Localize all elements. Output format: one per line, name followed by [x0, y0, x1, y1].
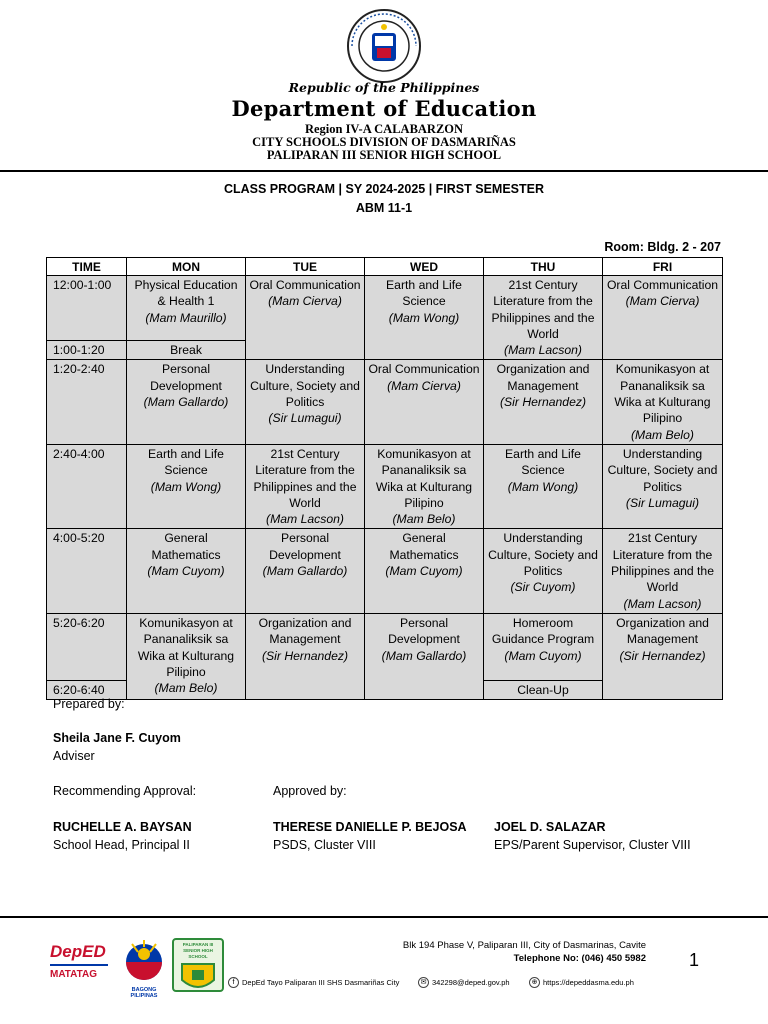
table-row	[47, 529, 723, 613]
time-cell: 5:20-6:20	[47, 613, 127, 680]
time-cell: 2:40-4:00	[47, 444, 127, 528]
prepared-by-label: Prepared by:	[53, 697, 125, 711]
teacher-label: (Mam Cierva)	[625, 294, 700, 309]
schedule-cell	[246, 529, 365, 613]
school-shield-emblem	[174, 960, 222, 996]
schedule-cell	[484, 444, 603, 528]
adviser-role: Adviser	[53, 749, 95, 763]
teacher-label: (Mam Gallardo)	[381, 648, 467, 663]
subject-label: Organization and Management	[616, 615, 709, 647]
subject-label: Komunikasyon at Pananaliksik sa Wika at Kulturang Pilipino	[375, 446, 473, 510]
subject-label: 21st Century Literature from the Philippines and the World	[611, 531, 714, 595]
subject-label: Oral Communication	[606, 278, 719, 292]
program-title: CLASS PROGRAM | SY 2024-2025 | FIRST SEMESTER	[223, 182, 545, 196]
schedule-cell	[365, 444, 484, 528]
teacher-label: (Mam Lacson)	[504, 343, 582, 358]
schedule-cell	[365, 276, 484, 360]
telephone-number: Telephone No: (046) 450 5982	[513, 953, 646, 964]
subject-label: General Mathematics	[389, 531, 459, 562]
teacher-label: (Mam Wong)	[388, 310, 460, 325]
subject-label: 21st Century Literature from the Philippines and the World	[253, 446, 357, 510]
header-wed: WED	[365, 258, 484, 276]
schedule-cell	[484, 276, 603, 360]
deped-logo-text: DepED	[50, 942, 106, 961]
eps-role: EPS/Parent Supervisor, Cluster VIII	[494, 838, 691, 852]
teacher-label: (Mam Cuyom)	[147, 564, 225, 579]
email-icon: ✉	[418, 977, 429, 988]
teacher-label: (Sir Hernandez)	[619, 648, 706, 663]
teacher-label: (Mam Belo)	[631, 427, 694, 442]
school-address: Blk 194 Phase V, Paliparan III, City of Dasmarinas, Cavite	[402, 940, 646, 951]
footer-divider	[0, 916, 768, 918]
teacher-label: (Mam Lacson)	[266, 512, 344, 527]
subject-label: Earth and Life Science	[386, 278, 462, 309]
schedule-cell	[603, 360, 723, 444]
email-contact[interactable]	[418, 977, 510, 988]
school-head-name: RUCHELLE A. BAYSAN	[53, 820, 192, 834]
logo-divider	[50, 964, 108, 966]
time-cell: 4:00-5:20	[47, 529, 127, 613]
bagong-pilipinas-text: BAGONG PILIPINAS	[130, 987, 158, 999]
page-number: 1	[689, 950, 700, 970]
header-fri: FRI	[603, 258, 723, 276]
school-logo	[172, 938, 224, 992]
teacher-label: (Mam Lacson)	[623, 596, 702, 611]
schedule-cell	[603, 276, 723, 360]
school-name: PALIPARAN III SENIOR HIGH SCHOOL	[266, 148, 502, 162]
eps-name: JOEL D. SALAZAR	[494, 820, 606, 834]
teacher-label: (Sir Cuyom)	[510, 580, 576, 595]
teacher-label: (Sir Lumagui)	[625, 495, 700, 510]
header-thu: THU	[484, 258, 603, 276]
subject-label: Oral Communication	[249, 278, 361, 292]
time-cell: 1:00-1:20	[47, 341, 127, 360]
schedule-cell	[365, 360, 484, 444]
subject-label: Personal Development	[269, 531, 341, 562]
footer-address-block	[403, 939, 646, 965]
facebook-contact[interactable]	[228, 977, 399, 988]
subject-label: Understanding Culture, Society and Politics	[250, 362, 360, 410]
division-line: CITY SCHOOLS DIVISION OF DASMARIÑAS	[252, 135, 516, 149]
subject-label: Earth and Life Science	[505, 446, 581, 478]
section-name: ABM 11-1	[355, 201, 413, 215]
school-head-role: School Head, Principal II	[53, 838, 190, 852]
schedule-cell	[484, 360, 603, 444]
globe-icon: ⊕	[529, 977, 540, 988]
class-schedule-table	[46, 257, 723, 700]
website-text: https://depeddasma.edu.ph	[543, 978, 634, 987]
schedule-cell	[246, 360, 365, 444]
recommending-approval-label: Recommending Approval:	[53, 784, 197, 798]
subject-label: Physical Education & Health 1	[134, 278, 238, 309]
schedule-cell	[484, 529, 603, 613]
room-label: Room: Bldg. 2 - 207	[604, 240, 721, 254]
subject-label: Oral Communication	[368, 362, 480, 377]
schedule-cell	[127, 444, 246, 528]
subject-label: 21st Century Literature from the Philippines and the World	[491, 278, 595, 341]
teacher-label: (Mam Gallardo)	[262, 564, 348, 579]
schedule-cell	[603, 613, 723, 699]
teacher-label: (Mam Wong)	[150, 479, 222, 494]
facebook-icon: f	[228, 977, 239, 988]
table-row	[47, 444, 723, 528]
schedule-cell	[246, 613, 365, 699]
break-cell: Break	[127, 341, 246, 360]
approved-by-label: Approved by:	[273, 784, 347, 798]
subject-label: Personal Development	[150, 362, 222, 393]
table-header-row	[47, 258, 723, 276]
email-text: 342298@deped.gov.ph	[432, 978, 510, 987]
psds-name: THERESE DANIELLE P. BEJOSA	[273, 820, 467, 834]
subject-label: Earth and Life Science	[148, 446, 224, 478]
adviser-name: Sheila Jane F. Cuyom	[53, 731, 181, 745]
subject-label: Homeroom Guidance Program	[491, 615, 595, 647]
psds-role: PSDS, Cluster VIII	[273, 838, 376, 852]
schedule-cell	[127, 276, 246, 341]
schedule-cell	[603, 444, 723, 528]
teacher-label: (Mam Cierva)	[387, 378, 461, 393]
time-cell: 12:00-1:00	[47, 276, 127, 341]
region-line: Region IV-A CALABARZON	[304, 122, 464, 136]
header-divider	[0, 170, 768, 172]
subject-label: Personal Development	[388, 615, 460, 647]
teacher-label: (Mam Cuyom)	[385, 564, 463, 579]
table-row	[47, 613, 723, 680]
department-name: Department of Education	[231, 96, 537, 121]
bagong-pilipinas-logo	[118, 938, 170, 999]
subject-label: Organization and Management	[496, 362, 590, 393]
subject-label: Understanding Culture, Society and Politics	[607, 446, 718, 494]
school-logo-text: PALIPARAN III SENIOR HIGH SCHOOL	[182, 942, 214, 959]
schedule-cell	[603, 529, 723, 613]
subject-label: Komunikasyon at Pananaliksik sa Wika at Kulturang Pilipino	[614, 362, 711, 426]
teacher-label: (Sir Hernandez)	[261, 648, 349, 663]
schedule-cell	[246, 276, 365, 360]
subject-label: Organization and Management	[258, 615, 352, 647]
teacher-label: (Mam Belo)	[154, 681, 218, 696]
republic-line: Republic of the Philippines	[288, 80, 480, 95]
header-mon: MON	[127, 258, 246, 276]
schedule-cell	[484, 613, 603, 680]
facebook-page-text: DepEd Tayo Paliparan III SHS Dasmariñas City	[242, 978, 400, 987]
bagong-pilipinas-emblem	[118, 938, 170, 982]
header-time: TIME	[47, 258, 127, 276]
matatag-logo-text: MATATAG	[50, 969, 98, 980]
teacher-label: (Sir Lumagui)	[268, 411, 342, 426]
table-row	[47, 276, 723, 341]
header-tue: TUE	[246, 258, 365, 276]
teacher-label: (Mam Gallardo)	[143, 395, 229, 410]
deped-seal-logo	[346, 8, 422, 84]
teacher-label: (Mam Cuyom)	[504, 648, 582, 663]
subject-label: Understanding Culture, Society and Politics	[488, 531, 598, 579]
schedule-cell	[246, 444, 365, 528]
time-cell: 1:20-2:40	[47, 360, 127, 444]
teacher-label: (Mam Belo)	[392, 512, 456, 527]
teacher-label: (Mam Cierva)	[268, 294, 342, 309]
schedule-cell	[127, 529, 246, 613]
subject-label: Komunikasyon at Pananaliksik sa Wika at Kulturang Pilipino	[137, 615, 235, 679]
table-row	[47, 360, 723, 444]
teacher-label: (Sir Hernandez)	[499, 395, 587, 410]
schedule-cell	[365, 613, 484, 699]
website-contact[interactable]	[529, 977, 634, 988]
teacher-label: (Mam Maurillo)	[145, 310, 227, 325]
schedule-cell	[127, 360, 246, 444]
deped-matatag-logo	[50, 942, 108, 992]
schedule-cell	[127, 613, 246, 699]
schedule-cell	[365, 529, 484, 613]
subject-label: General Mathematics	[151, 531, 221, 562]
time-cell: 6:20-6:40	[47, 680, 127, 699]
teacher-label: (Mam Wong)	[507, 479, 579, 494]
cleanup-cell: Clean-Up	[484, 680, 603, 699]
